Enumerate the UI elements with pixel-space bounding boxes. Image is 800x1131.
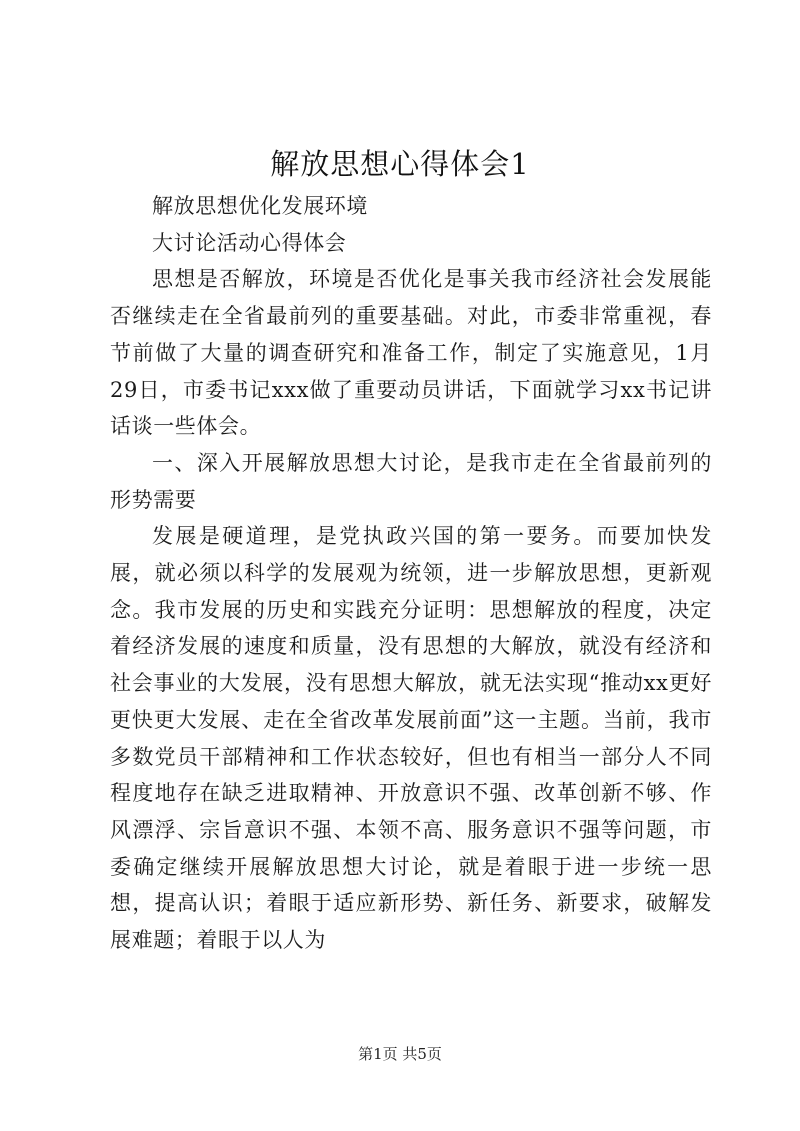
subtitle-line-1: 解放思想优化发展环境 — [152, 194, 368, 218]
section-heading: 一、深入开展解放思想大讨论，是我市走在全省最前列的形势需要 — [110, 450, 712, 512]
subtitle-line-2: 大讨论活动心得体会 — [152, 230, 347, 255]
page-footer: 第1页 共5页 — [358, 1045, 442, 1063]
body-paragraph: 发展是硬道理，是党执政兴国的第一要务。而要加快发展，就必须以科学的发展观为统领，进一步解放思想，更新观念。我市发展的历史和实践充分证明：思想解放的程度，决定着经济发展的速度和质量，没有思想的大解放，就没有经济和社会事业的大发展，没有思想大解放，就无法实现“推动xx更好更快更大发展、走在全省改革发展前面”这一主题。当前，我市多数党员干部精神和工作状态较好，但也有相当一部分人不同程度地存在缺乏进取精神、开放意识不强、改革创新不够、作风漂浮、宗旨意识不强、本领不高、服务意识不强等问题，市委确定继续开展解放思想大讨论，就是着眼于进一步统一思想，提高认识；着眼于适应新形势、新任务、新要求，破解发展难题；着眼于以人为 — [110, 524, 712, 953]
body-paragraph: 思想是否解放，环境是否优化是事关我市经济社会发展能否继续走在全省最前列的重要基础。对此，市委非常重视，春节前做了大量的调查研究和准备工作，制定了实施意见，1月29日，市委书记xxx做了重要动员讲话，下面就学习xx书记讲话谈一些体会。 — [110, 267, 712, 439]
document-title: 解放思想心得体会1 — [270, 147, 530, 181]
document-body — [110, 188, 712, 959]
